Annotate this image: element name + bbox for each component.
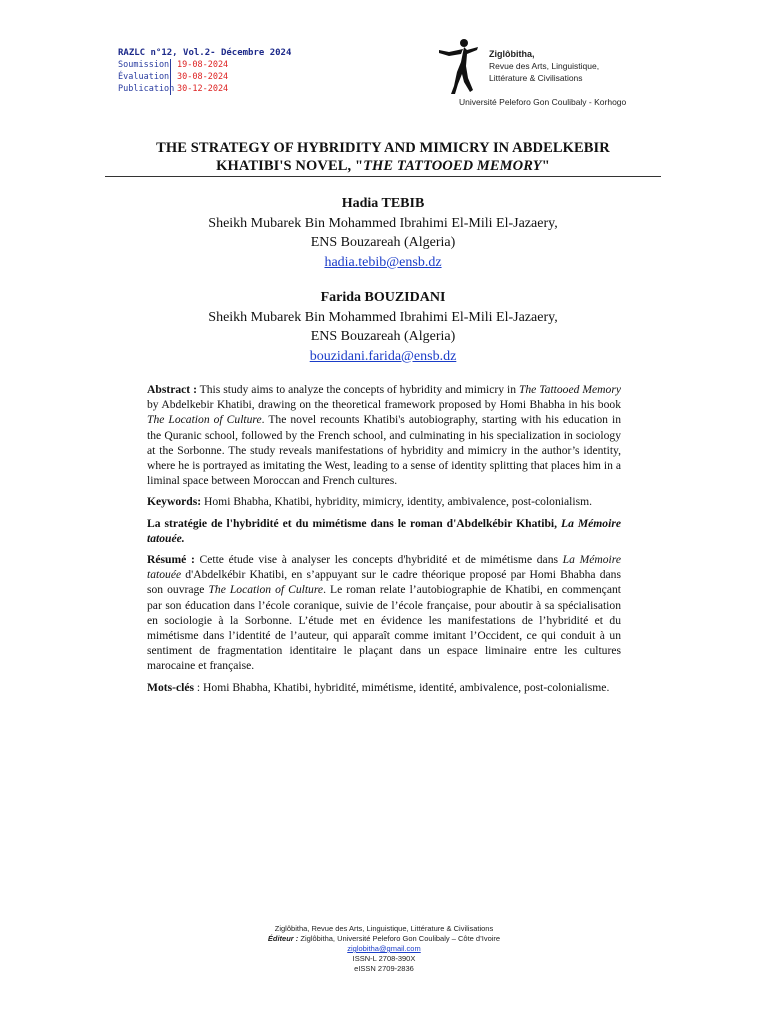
date-row-evaluation (118, 71, 291, 83)
author-affiliation: Sheikh Mubarek Bin Mohammed Ibrahimi El-Mili El-Jazaery, (208, 309, 558, 325)
university-name: Université Peleforo Gon Coulibaly - Korhogo (459, 97, 627, 107)
abstract-paragraph (147, 382, 621, 488)
title-line-2 (105, 157, 661, 175)
page-footer (0, 924, 768, 974)
resume-text: Cette étude vise à analyser les concepts d'hybridité et de mimétisme dans (194, 553, 563, 567)
title-divider (105, 176, 661, 177)
keywords-label: Keywords: (147, 495, 202, 509)
motscles-text: : Homi Bhabha, Khatibi, hybridité, mimétisme, identité, ambivalence, post-colonialisme. (194, 680, 610, 694)
journal-dates-block (118, 47, 291, 95)
motscles-paragraph (147, 680, 621, 695)
abstract-italic: The Location of Culture (147, 413, 262, 427)
paper-title (105, 139, 661, 175)
footer-editor (0, 934, 768, 944)
abstract-text: This study aims to analyze the concepts of hybridity and mimicry in (196, 383, 519, 396)
date-row-publication (118, 83, 291, 95)
dancer-logo-icon (437, 38, 481, 96)
resume-italic: The Location of Culture (208, 583, 324, 597)
date-label: Évaluation (118, 72, 170, 82)
footer-journal: Ziglôbitha, Revue des Arts, Linguistique, Littérature & Civilisations (274, 924, 494, 933)
footer-editor-text: Ziglôbitha, Université Peleforo Gon Coulibaly – Côte d’Ivoire (298, 934, 501, 943)
author-affiliation: ENS Bouzareah (Algeria) (310, 235, 456, 250)
footer-editor-label: Éditeur : (267, 934, 299, 943)
french-title-italic: La Mémoire tatouée. (147, 516, 621, 545)
journal-subtitle-2: Littérature & Civilisations (489, 73, 583, 83)
footer-issn: ISSN-L 2708-390X (352, 954, 416, 963)
abstract-text: by Abdelkebir Khatibi, drawing on the theoretical framework proposed by Homi Bhabha in his book (147, 398, 621, 412)
keywords-text: Homi Bhabha, Khatibi, hybridity, mimicry, identity, ambivalence, post-colonialism. (201, 495, 593, 509)
journal-subtitle-1: Revue des Arts, Linguistique, (489, 61, 600, 71)
date-value: 19-08-2024 (177, 60, 229, 70)
footer-email-link[interactable]: ziglobitha@gmail.com (347, 944, 421, 953)
motscles-label: Mots-clés (147, 680, 194, 694)
abstract-label: Abstract : (147, 383, 197, 396)
author-affiliation: ENS Bouzareah (Algeria) (310, 329, 456, 344)
journal-name-block (489, 48, 599, 84)
footer-eissn: eISSN 2709-2836 (354, 964, 414, 973)
author-name: Farida BOUZIDANI (320, 290, 446, 305)
french-title-text: La stratégie de l'hybridité et du mimétisme dans le roman d'Abdelkébir Khatibi, (147, 516, 561, 530)
title-italic: THE TATTOOED MEMORY (363, 158, 542, 174)
date-value: 30-12-2024 (177, 84, 229, 94)
date-value: 30-08-2024 (177, 72, 229, 82)
abstract-italic: The Tattooed Memory (518, 383, 621, 396)
author-block-1 (105, 194, 661, 272)
author-name: Hadia TEBIB (341, 196, 425, 211)
title-suffix: " (541, 158, 550, 174)
abstract-text: . The novel recounts Khatibi's autobiography, starting with his education in the Quranic school, followed by the French school, and culminating in his specialization in sociology at the Sorbonne. The study reveals manifestations of hybridity and mimicry in the author’s identity, where he is portrayed as imitating the West, leading to a sense of identity splitting that places him in a liminal space between Moroccan and French cultures. (147, 413, 621, 488)
date-row-submission (118, 59, 291, 71)
author-block-2 (105, 288, 661, 366)
date-label: Publication (118, 84, 175, 94)
date-label: Soumission (118, 60, 170, 70)
title-prefix: KHATIBI'S NOVEL, " (216, 158, 364, 174)
resume-paragraph (147, 552, 621, 674)
abstract-section (147, 382, 621, 701)
resume-label: Résumé : (147, 553, 195, 567)
resume-text: d'Abdelkébir Khatibi, en s’appuyant sur le cadre théorique proposé par Homi Bhabha dans son ouvrage (147, 568, 621, 597)
author-email-link[interactable]: hadia.tebib@ensb.dz (324, 254, 442, 270)
keywords-paragraph (147, 494, 621, 509)
journal-name: Ziglôbitha, (489, 49, 535, 59)
author-affiliation: Sheikh Mubarek Bin Mohammed Ibrahimi El-Mili El-Jazaery, (208, 215, 558, 231)
resume-italic: La Mémoire tatouée (147, 553, 621, 582)
french-title (147, 516, 621, 546)
journal-issue: RAZLC n°12, Vol.2- Décembre 2024 (118, 48, 292, 58)
title-line-1: THE STRATEGY OF HYBRIDITY AND MIMICRY IN ABDELKEBIR (156, 140, 610, 156)
author-email-link[interactable]: bouzidani.farida@ensb.dz (309, 348, 457, 364)
resume-text: . Le roman relate l’autobiographie de Khatibi, en commençant par son éducation dans l’école coranique, suivie de l’école française, pour aboutir à sa spécialisation en sociologie à la Sorbonne. L’étude met en évidence les manifestations de l’hybridité et du mimétisme dans l’identité de l’auteur, qui apparaît comme imitant l’Occident, ce qui conduit à un sentiment de fragmentation identitaire le plaçant dans un espace liminaire entre les cultures marocaine et française. (147, 583, 621, 673)
